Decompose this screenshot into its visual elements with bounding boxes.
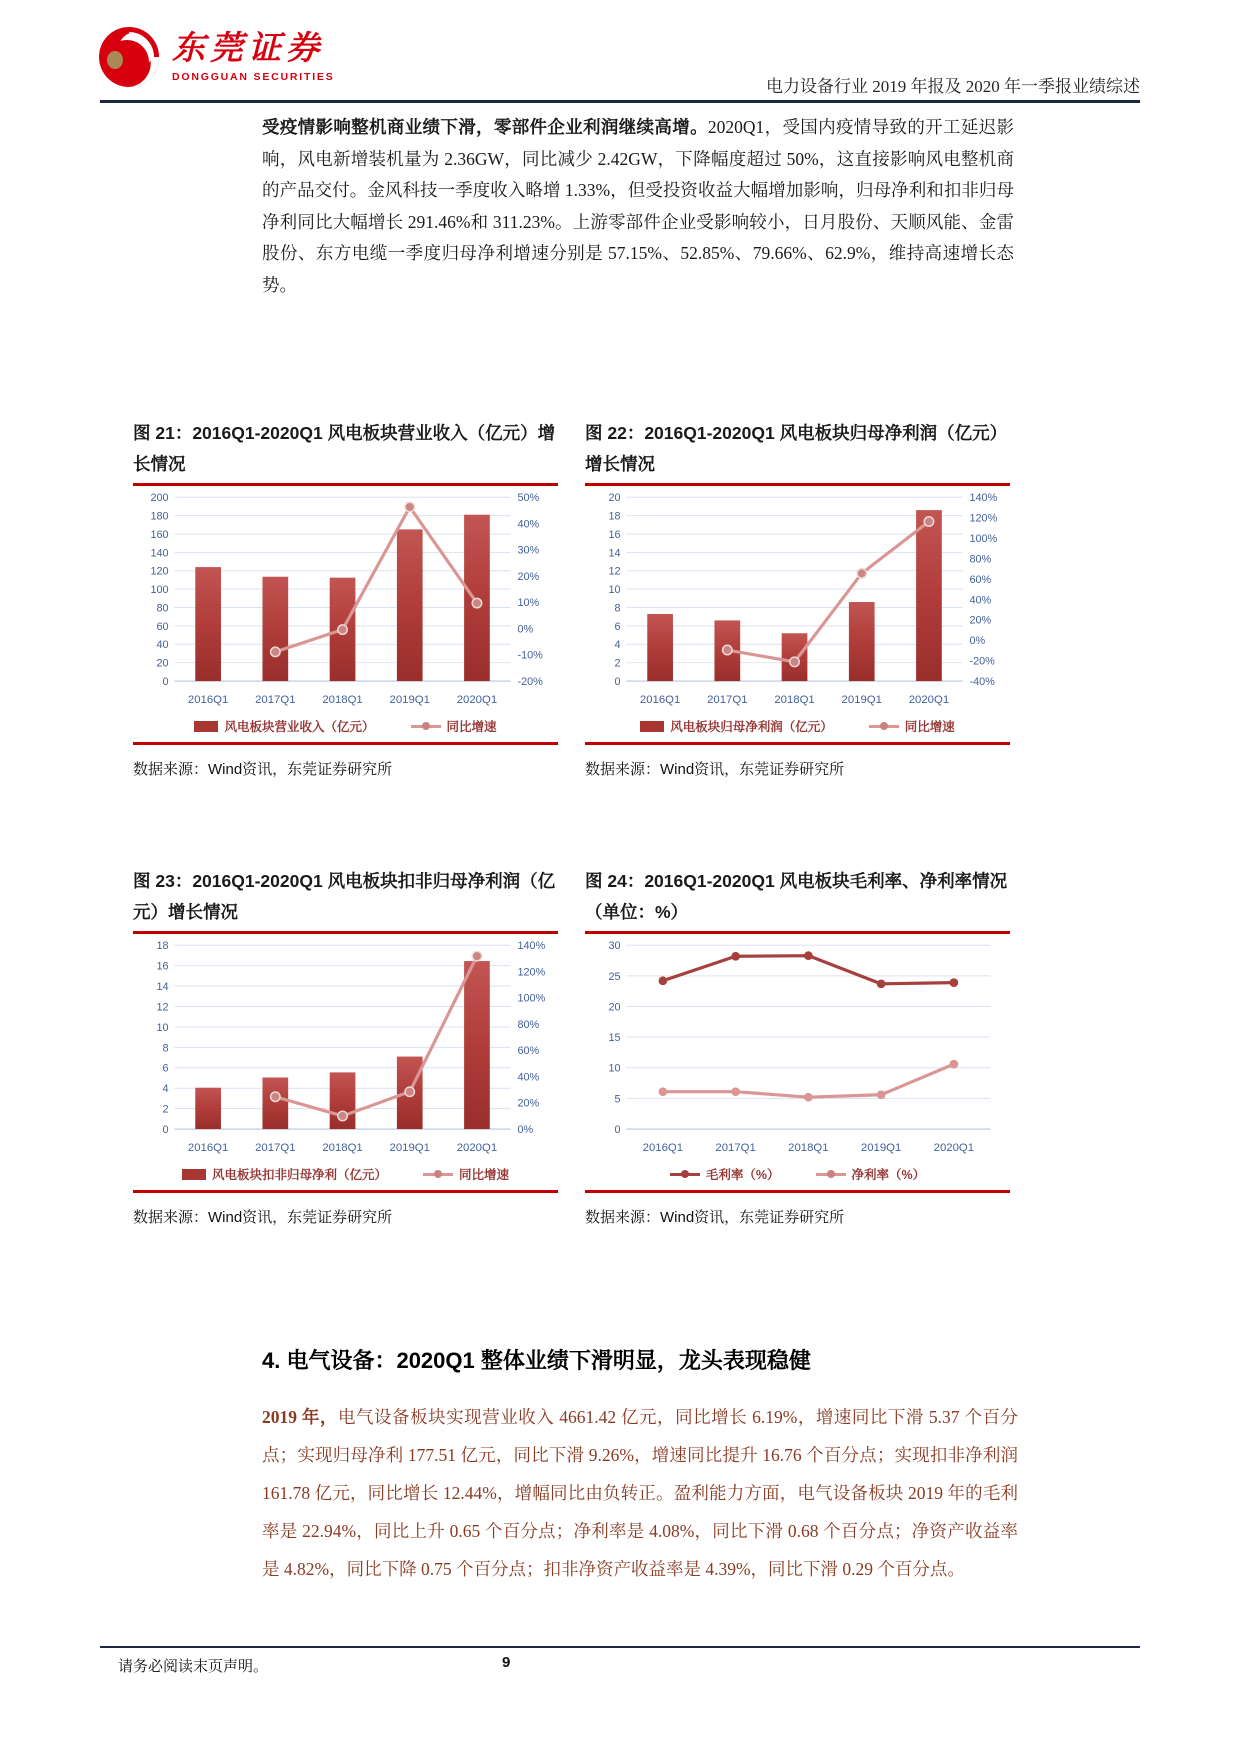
figure-22-title: 图 22：2016Q1-2020Q1 风电板块归母净利润（亿元）增长情况 — [585, 423, 1008, 474]
svg-text:6: 6 — [614, 620, 621, 633]
logo-name-en: DONGGUAN SECURITIES — [172, 71, 335, 83]
svg-text:80%: 80% — [517, 1018, 540, 1031]
svg-text:-40%: -40% — [969, 676, 995, 689]
figure-23-source: 数据来源：Wind资讯，东莞证券研究所 — [133, 1209, 393, 1226]
figure-22-rule-top — [585, 483, 1010, 486]
figure-23-chart — [133, 936, 558, 1164]
svg-text:5: 5 — [614, 1093, 621, 1106]
svg-text:2016Q1: 2016Q1 — [187, 1141, 229, 1154]
legend-item — [194, 717, 374, 735]
legend-item — [670, 1165, 780, 1183]
figure-24-title: 图 24：2016Q1-2020Q1 风电板块毛利率、净利率情况（单位：%） — [585, 871, 1008, 922]
svg-text:0%: 0% — [969, 635, 986, 648]
figure-22-source: 数据来源：Wind资讯，东莞证券研究所 — [585, 761, 845, 778]
legend-item — [640, 717, 833, 735]
svg-text:4: 4 — [162, 1083, 169, 1096]
svg-text:120%: 120% — [969, 512, 998, 525]
svg-text:80%: 80% — [969, 553, 992, 566]
svg-text:20: 20 — [608, 1001, 621, 1014]
figure-23 — [133, 866, 558, 1227]
figure-22-rule-bottom — [585, 742, 1010, 745]
svg-text:60: 60 — [156, 620, 169, 633]
header-rule — [100, 100, 1140, 103]
footer-rule — [100, 1646, 1140, 1648]
svg-text:40: 40 — [156, 639, 169, 652]
figure-21 — [133, 418, 558, 779]
svg-text:40%: 40% — [969, 594, 992, 607]
svg-text:18: 18 — [156, 940, 169, 953]
legend-label: 同比增速 — [459, 1168, 510, 1182]
legend-label: 风电板块扣非归母净利（亿元） — [211, 1168, 387, 1182]
legend-item — [423, 1165, 509, 1183]
paragraph-body-text: 2020Q1，受国内疫情导致的开工延迟影响，风电新增装机量为 2.36GW，同比减少 2.42GW，下降幅度超过 50%，这直接影响风电整机商的产品交付。金风科技一季度收入略增 1.33%，但受投资收益大幅增加影响，归母净利和扣非归母净利同比大幅增长 291.46%和 311.23%。上游零部件企业受影响较小，日月股份、天顺风能、金雷股份、东方电缆一季度归母净利增速分别是 57.15%、52.85%、79.66%、62.9%，维持高速增长态势。 — [262, 117, 1014, 295]
svg-text:0%: 0% — [517, 623, 534, 636]
figure-21-rule-bottom — [133, 742, 558, 745]
svg-text:18: 18 — [608, 510, 621, 523]
svg-text:14: 14 — [608, 547, 621, 560]
legend-label: 同比增速 — [446, 720, 497, 734]
bar-series-swatch — [640, 721, 664, 732]
paragraph-electrical-equipment — [262, 1398, 1018, 1588]
line-series-swatch — [816, 1173, 846, 1176]
legend-label: 同比增速 — [904, 720, 955, 734]
figure-22-chart — [585, 488, 1010, 716]
svg-text:20%: 20% — [517, 1097, 540, 1110]
svg-text:160: 160 — [150, 528, 169, 541]
legend-item — [182, 1165, 387, 1183]
svg-text:8: 8 — [162, 1042, 169, 1055]
svg-text:40%: 40% — [517, 518, 540, 531]
svg-text:-20%: -20% — [517, 676, 543, 689]
svg-text:2020Q1: 2020Q1 — [933, 1141, 975, 1154]
svg-text:20%: 20% — [969, 614, 992, 627]
svg-text:180: 180 — [150, 510, 169, 523]
paragraph-body-text: 电气设备板块实现营业收入 4661.42 亿元，同比增长 6.19%，增速同比下滑 5.37 个百分点；实现归母净利 177.51 亿元，同比下滑 9.26%，增速同比提升 16.76 个百分点；实现扣非净利润 161.78 亿元，同比增长 12.44%，增幅同比由负转正。盈利能力方面，电气设备板块 2019 年的毛利率是 22.94%，同比上升 0.65 个百分点；净利率是 4.08%，同比下滑 0.68 个百分点；净资产收益率是 4.82%，同比下降 0.75 个百分点；扣非净资产收益率是 4.39%，同比下滑 0.29 个百分点。 — [262, 1407, 1019, 1579]
svg-text:10: 10 — [156, 1021, 169, 1034]
paragraph-wind-summary — [262, 112, 1014, 301]
page-number: 9 — [502, 1654, 511, 1671]
svg-text:2016Q1: 2016Q1 — [642, 1141, 684, 1154]
paragraph-lead-bold: 2019 年， — [262, 1407, 338, 1427]
svg-text:2017Q1: 2017Q1 — [255, 1141, 296, 1154]
svg-text:30: 30 — [608, 940, 621, 953]
svg-text:2018Q1: 2018Q1 — [322, 1141, 363, 1154]
svg-text:2019Q1: 2019Q1 — [860, 1141, 902, 1154]
svg-text:140: 140 — [150, 547, 169, 560]
svg-text:2018Q1: 2018Q1 — [788, 1141, 829, 1154]
figure-24-rule-top — [585, 931, 1010, 934]
svg-text:60%: 60% — [969, 573, 992, 586]
figure-24 — [585, 866, 1010, 1227]
svg-text:30%: 30% — [517, 544, 540, 557]
figure-21-title: 图 21：2016Q1-2020Q1 风电板块营业收入（亿元）增长情况 — [133, 423, 556, 474]
svg-text:2018Q1: 2018Q1 — [774, 693, 815, 706]
svg-text:140%: 140% — [969, 492, 998, 505]
svg-text:2019Q1: 2019Q1 — [389, 693, 430, 706]
svg-text:2016Q1: 2016Q1 — [639, 693, 681, 706]
legend-item — [816, 1165, 926, 1183]
figure-21-source: 数据来源：Wind资讯，东莞证券研究所 — [133, 761, 393, 778]
bar-series-swatch — [182, 1169, 206, 1180]
svg-text:140%: 140% — [517, 940, 546, 953]
svg-text:2020Q1: 2020Q1 — [456, 693, 498, 706]
svg-text:2019Q1: 2019Q1 — [389, 1141, 430, 1154]
svg-text:4: 4 — [614, 639, 621, 652]
logo-name-cn: 东莞证券 — [172, 31, 324, 67]
svg-text:2018Q1: 2018Q1 — [322, 693, 363, 706]
svg-text:15: 15 — [608, 1032, 621, 1045]
svg-text:12: 12 — [156, 1001, 169, 1014]
svg-text:100%: 100% — [517, 992, 546, 1005]
figure-22-legend — [585, 716, 1010, 736]
figure-24-legend — [585, 1164, 1010, 1184]
svg-text:0: 0 — [162, 1124, 169, 1137]
legend-label: 风电板块归母净利润（亿元） — [670, 720, 833, 734]
svg-text:16: 16 — [608, 528, 621, 541]
svg-text:16: 16 — [156, 960, 169, 973]
svg-text:2020Q1: 2020Q1 — [456, 1141, 498, 1154]
svg-text:2017Q1: 2017Q1 — [707, 693, 748, 706]
figure-22 — [585, 418, 1010, 779]
svg-text:14: 14 — [156, 981, 169, 994]
line-series-swatch — [670, 1173, 700, 1176]
svg-text:200: 200 — [150, 492, 169, 505]
svg-text:20: 20 — [156, 657, 169, 670]
figure-21-chart — [133, 488, 558, 716]
paragraph-lead-bold: 受疫情影响整机商业绩下滑，零部件企业利润继续高增。 — [262, 117, 708, 137]
svg-text:2: 2 — [614, 657, 621, 670]
svg-text:120%: 120% — [517, 966, 546, 979]
figure-24-rule-bottom — [585, 1190, 1010, 1193]
svg-text:60%: 60% — [517, 1045, 540, 1058]
figure-24-source: 数据来源：Wind资讯，东莞证券研究所 — [585, 1209, 845, 1226]
legend-label: 风电板块营业收入（亿元） — [224, 720, 375, 734]
svg-text:0: 0 — [614, 676, 621, 689]
logo-text — [172, 31, 335, 83]
svg-text:0: 0 — [614, 1124, 621, 1137]
figure-23-rule-top — [133, 931, 558, 934]
svg-text:100%: 100% — [969, 533, 998, 546]
svg-text:6: 6 — [162, 1062, 169, 1075]
svg-text:10%: 10% — [517, 597, 540, 610]
svg-text:8: 8 — [614, 602, 621, 615]
legend-label: 毛利率（%） — [705, 1168, 780, 1182]
figure-23-rule-bottom — [133, 1190, 558, 1193]
legend-label: 净利率（%） — [851, 1168, 926, 1182]
section-4-heading: 4. 电气设备：2020Q1 整体业绩下滑明显，龙头表现稳健 — [262, 1348, 811, 1373]
line-series-swatch — [411, 725, 441, 728]
svg-text:2: 2 — [162, 1103, 169, 1116]
svg-text:0: 0 — [162, 676, 169, 689]
svg-text:-20%: -20% — [969, 655, 995, 668]
legend-item — [411, 717, 497, 735]
line-series-swatch — [869, 725, 899, 728]
figure-23-legend — [133, 1164, 558, 1184]
figure-23-title: 图 23：2016Q1-2020Q1 风电板块扣非归母净利润（亿元）增长情况 — [133, 871, 556, 922]
figure-24-chart — [585, 936, 1010, 1164]
svg-text:2016Q1: 2016Q1 — [187, 693, 229, 706]
svg-text:20: 20 — [608, 492, 621, 505]
svg-text:100: 100 — [150, 584, 169, 597]
line-series-swatch — [423, 1173, 453, 1176]
svg-text:12: 12 — [608, 565, 621, 578]
svg-text:-10%: -10% — [517, 649, 543, 662]
figure-21-rule-top — [133, 483, 558, 486]
svg-text:80: 80 — [156, 602, 169, 615]
svg-text:2017Q1: 2017Q1 — [255, 693, 296, 706]
svg-text:25: 25 — [608, 970, 621, 983]
svg-text:10: 10 — [608, 584, 621, 597]
svg-text:10: 10 — [608, 1062, 621, 1075]
svg-text:20%: 20% — [517, 570, 540, 583]
svg-text:2019Q1: 2019Q1 — [841, 693, 882, 706]
svg-text:40%: 40% — [517, 1071, 540, 1084]
svg-text:0%: 0% — [517, 1124, 534, 1137]
svg-text:120: 120 — [150, 565, 169, 578]
figure-21-legend — [133, 716, 558, 736]
company-logo — [98, 24, 335, 90]
svg-text:2020Q1: 2020Q1 — [908, 693, 950, 706]
document-title: 电力设备行业 2019 年报及 2020 年一季报业绩综述 — [766, 77, 1140, 96]
legend-item — [869, 717, 955, 735]
footer-disclaimer: 请务必阅读末页声明。 — [118, 1658, 269, 1675]
bar-series-swatch — [194, 721, 218, 732]
svg-text:50%: 50% — [517, 492, 540, 505]
logo-icon — [98, 24, 162, 90]
svg-text:2017Q1: 2017Q1 — [715, 1141, 756, 1154]
